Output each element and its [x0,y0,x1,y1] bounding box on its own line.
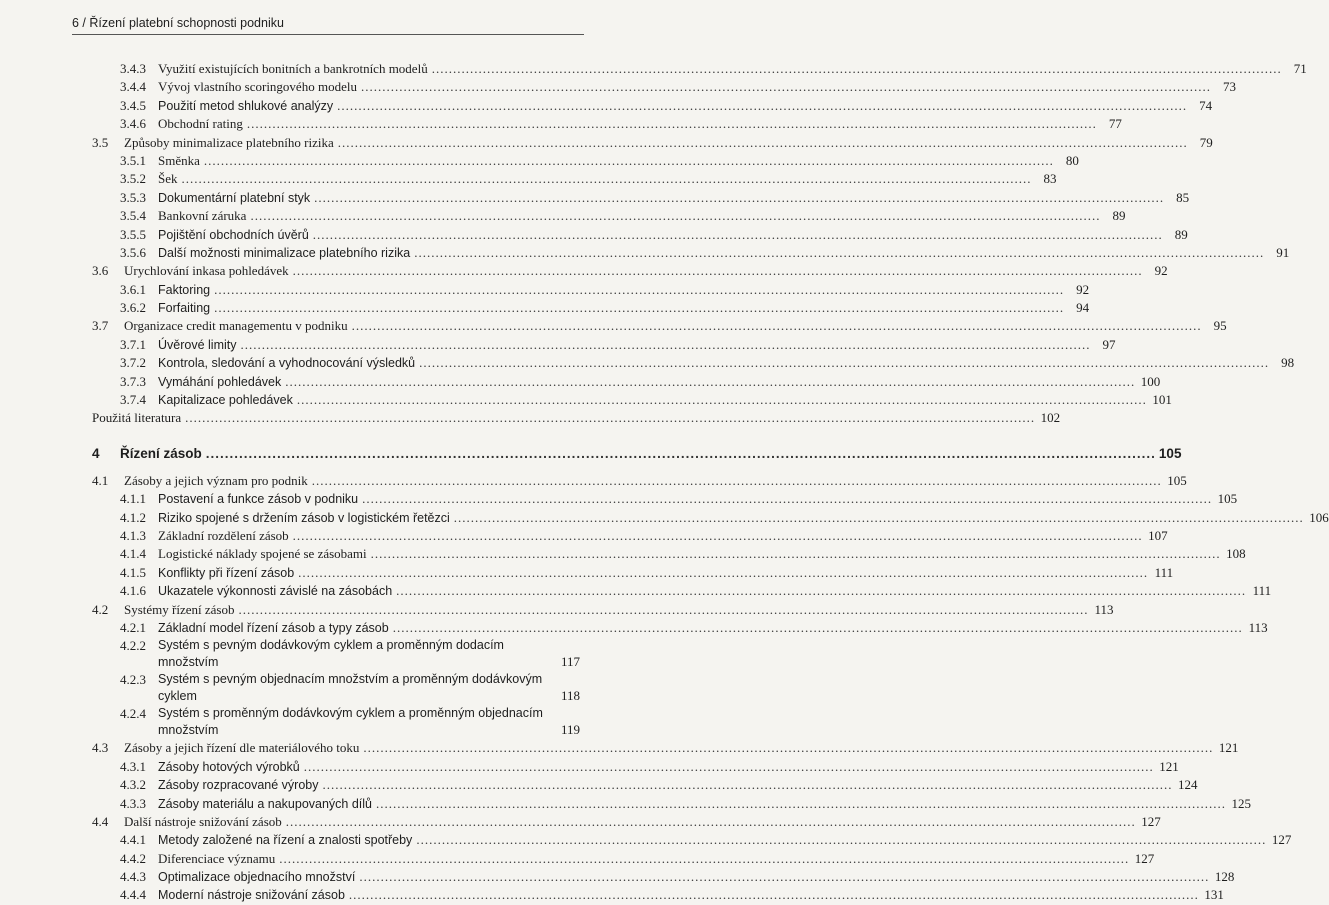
toc-entry-number: 3.7.2 [120,355,146,371]
toc-entry [0,601,1114,619]
toc-entry-number: 4.2.3 [120,672,146,688]
toc-entry-page: 106 [1309,509,1329,525]
toc-entry [0,472,1187,490]
toc-entry [0,527,1168,545]
toc-entry-page: 105 [1217,491,1238,507]
toc-entry [0,868,1235,886]
toc-entry-title: Vymáhání pohledávek [158,374,282,389]
toc-entry-page: 73 [1222,79,1236,95]
toc-entry-number: 4.3.1 [120,758,146,774]
dot-leader: ........................................................................................................................................................................................................ [285,373,1136,389]
toc-entry [0,354,1295,372]
toc-entry-number: 3.5.6 [120,244,146,260]
toc-entry-title: Řízení zásob [120,445,202,461]
toc-entry-number: 3.5.4 [120,208,146,224]
toc-entry-number: 3.5.3 [120,189,146,205]
toc-entry-number: 4.4.3 [120,869,146,885]
toc-entry-number: 4.1.2 [120,509,146,525]
toc-entry-title: Základní rozdělení zásob [158,527,289,543]
table-of-contents [0,60,1329,905]
toc-entry-number: 4 [92,445,100,461]
toc-entry-number: 4.2.2 [120,638,146,654]
toc-entry-number: 3.4.3 [120,61,146,76]
dot-leader: ........................................................................................................................................................................................................ [376,795,1227,811]
toc-entry-title: Moderní nástroje snižování zásob [158,888,345,903]
dot-leader: ........................................................................................................................................................................................................ [362,491,1213,507]
toc-entry-page: 113 [1248,619,1268,635]
dot-leader: ........................................................................................................................................................................................................ [181,171,1032,187]
toc-entry-title: Využití existujících bonitních a bankrotních modelů [158,61,428,76]
toc-entry-page: 128 [1214,869,1235,885]
toc-entry-page: 131 [1204,887,1224,903]
toc-entry [0,490,1238,508]
toc-entry [0,207,1126,225]
toc-entry-page: 92 [1076,281,1090,297]
toc-entry [0,134,1213,152]
toc-entry [0,281,1090,299]
toc-entry-page: 108 [1226,546,1246,562]
toc-entry [0,262,1168,280]
toc-entry-page: 89 [1112,208,1126,224]
toc-entry-page: 102 [1040,410,1061,426]
toc-entry [0,409,1061,427]
toc-entry-title: Systémy řízení zásob [124,601,235,617]
dot-leader: ........................................................................................................................................................................................................ [296,392,1147,408]
toc-entry [0,189,1190,207]
dot-leader: ........................................................................................................................................................................................................ [337,97,1188,113]
dot-leader: ........................................................................................................................................................................................................ [396,583,1247,599]
toc-entry [0,170,1057,188]
toc-entry [0,373,1161,391]
toc-entry [0,564,1174,582]
running-header-text: 6 / Řízení platební schopnosti podniku [72,16,284,30]
toc-entry-page: 125 [1231,795,1252,811]
dot-leader: ........................................................................................................................................................................................................ [203,152,1054,168]
dot-leader: ........................................................................................................................................................................................................ [431,61,1282,76]
toc-entry-title: Vývoj vlastního scoringového modelu [158,79,357,95]
toc-entry-number: 4.1.5 [120,564,146,580]
toc-entry-number: 3.5.5 [120,226,146,242]
toc-entry-title: Pojištění obchodních úvěrů [158,227,309,242]
toc-entry-number: 4.2.4 [120,706,146,722]
toc-entry-page: 113 [1094,601,1114,617]
toc-entry-number: 3.7.3 [120,373,146,389]
toc-entry [0,336,1116,354]
toc-entry-title: Zásoby a jejich řízení dle materiálového toku [124,740,360,756]
toc-entry [0,440,1182,468]
toc-entry-title: Metody založené na řízení a znalosti spotřeby [158,833,413,848]
toc-entry [0,299,1090,317]
dot-leader: ........................................................................................................................................................................................................ [298,564,1149,580]
toc-entry-number: 4.4.2 [120,850,146,866]
dot-leader: ........................................................................................................................................................................................................ [303,758,1154,774]
toc-entry [0,509,1329,527]
toc-entry-page: 89 [1174,226,1188,242]
dot-leader: ........................................................................................................................................................................................................ [348,887,1199,903]
toc-entry [0,776,1198,794]
toc-entry-title: Zásoby hotových výrobků [158,759,300,774]
toc-entry-number: 3.7.1 [120,336,146,352]
toc-entry-title: Systém s pevným dodávkovým cyklem a proměnným dodacím množstvím [158,638,504,670]
toc-entry [0,637,600,671]
dot-leader: ........................................................................................................................................................................................................ [414,244,1265,260]
toc-entry-page: 79 [1199,134,1213,150]
toc-entry-title: Forfaiting [158,301,211,316]
toc-entry [0,391,1172,409]
toc-entry [0,545,1246,563]
toc-entry-page: 118 [560,687,580,703]
dot-leader: ........................................................................................................................................................................................................ [292,527,1143,543]
toc-entry [0,795,1252,813]
dot-leader: ........................................................................................................................................................................................................ [453,509,1304,525]
toc-entry [0,317,1227,335]
toc-entry-number: 3.4.5 [120,97,146,113]
dot-leader: ........................................................................................................................................................................................................ [311,472,1162,488]
toc-entry [0,226,1188,244]
toc-entry-page: 71 [1293,61,1307,76]
toc-entry-title: Bankovní záruka [158,208,247,224]
toc-entry-number: 3.6.1 [120,281,146,297]
toc-entry-page: 83 [1043,171,1057,187]
running-header [72,16,584,35]
toc-entry-title: Zásoby a jejich význam pro podnik [124,472,308,488]
toc-entry-title: Konflikty při řízení zásob [158,565,295,580]
toc-entry-title: Kapitalizace pohledávek [158,393,293,408]
toc-entry-page: 127 [1141,813,1161,829]
dot-leader: ........................................................................................................................................................................................................ [419,355,1270,371]
toc-entry-title: Diferenciace významu [158,850,276,866]
dot-leader: ........................................................................................................................................................................................................ [312,226,1163,242]
toc-entry-page: 85 [1176,189,1190,205]
toc-entry-number: 3.7 [92,318,109,334]
toc-entry-page: 124 [1178,777,1198,793]
toc-entry [0,886,1224,904]
toc-entry-title: Šek [158,171,178,187]
toc-entry [0,619,1268,637]
toc-entry-title: Obchodní rating [158,116,243,132]
toc-entry-title: Kontrola, sledování a vyhodnocování výsledků [158,356,416,371]
toc-entry [0,758,1179,776]
toc-entry-page: 97 [1102,336,1116,352]
dot-leader: ........................................................................................................................................................................................................ [359,869,1210,885]
toc-entry [0,850,1155,868]
toc-entry-number: 4.4.1 [120,832,146,848]
toc-entry-page: 119 [560,721,580,737]
dot-leader: ........................................................................................................................................................................................................ [370,546,1221,562]
toc-entry-title: Další nástroje snižování zásob [124,813,282,829]
toc-entry [0,813,1161,831]
dot-leader: ........................................................................................................................................................................................................ [238,601,1089,617]
dot-leader: ........................................................................................................................................................................................................ [185,410,1036,426]
toc-entry [0,97,1213,115]
toc-entry-page: 95 [1213,318,1227,334]
dot-leader: ........................................................................................................................................................................................................ [292,263,1143,279]
toc-entry [0,582,1272,600]
toc-entry-page: 127 [1271,832,1292,848]
toc-entry-number: 4.3.3 [120,795,146,811]
dot-leader: ........................................................................................................................................................................................................ [314,189,1165,205]
dot-leader: ........................................................................................................................................................................................................ [392,619,1243,635]
toc-entry [0,152,1079,170]
toc-entry-title: Další možnosti minimalizace platebního rizika [158,245,411,260]
toc-entry-page: 127 [1134,850,1155,866]
toc-entry-page: 91 [1276,244,1290,260]
toc-entry-number: 3.7.4 [120,392,146,408]
toc-entry-title: Směnka [158,152,200,168]
dot-leader: ........................................................................................................................................................................................................ [250,208,1101,224]
toc-entry-title: Faktoring [158,282,211,297]
toc-entry-number: 4.1.1 [120,491,146,507]
dot-leader: ........................................................................................................................................................................................................ [279,850,1130,866]
dot-leader: ........................................................................................................................................................................................................ [337,134,1188,150]
toc-entry-page: 77 [1108,116,1122,132]
toc-entry-page: 105 [1167,472,1187,488]
dot-leader: ........................................................................................................................................................................................................ [205,445,1156,461]
toc-entry-number: 4.1.4 [120,546,146,562]
toc-entry-page: 98 [1281,355,1295,371]
toc-entry-number: 4.3.2 [120,777,146,793]
toc-entry-title: Optimalizace objednacího množství [158,870,356,885]
toc-entry [0,739,1239,757]
dot-leader: ........................................................................................................................................................................................................ [285,813,1136,829]
toc-entry-title: Zásoby materiálu a nakupovaných dílů [158,796,373,811]
toc-entry-number: 3.6 [92,263,109,279]
toc-entry-page: 74 [1199,97,1213,113]
toc-entry-number: 4.3 [92,740,109,756]
toc-entry-title: Urychlování inkasa pohledávek [124,263,289,279]
toc-entry-page: 94 [1076,300,1090,316]
toc-entry-number: 4.1.3 [120,527,146,543]
toc-entry-title: Způsoby minimalizace platebního rizika [124,134,334,150]
toc-entry-title: Logistické náklady spojené se zásobami [158,546,367,562]
dot-leader: ........................................................................................................................................................................................................ [363,740,1214,756]
toc-entry-page: 100 [1140,373,1161,389]
toc-entry-number: 4.2.1 [120,619,146,635]
toc-entry-page: 111 [1154,564,1174,580]
toc-entry-title: Systém s pevným objednacím množstvím a proměnným dodávkovým cyklem [158,672,543,704]
toc-entry-title: Organizace credit managementu v podniku [124,318,348,334]
toc-entry-number: 3.4.6 [120,116,146,132]
toc-entry-number: 4.2 [92,601,109,617]
toc-entry-number: 3.4.4 [120,79,146,95]
toc-entry-page: 92 [1154,263,1168,279]
toc-entry-page: 80 [1065,152,1079,168]
toc-entry-number: 4.1.6 [120,583,146,599]
toc-entry [0,60,1307,78]
toc-entry-page: 117 [560,653,580,669]
toc-entry-number: 3.5.1 [120,152,146,168]
toc-entry-title: Systém s proměnným dodávkovým cyklem a proměnným objednacím množstvím [158,706,543,738]
toc-entry-number: 3.5 [92,134,109,150]
toc-entry-title: Základní model řízení zásob a typy zásob [158,620,389,635]
toc-entry-title: Použitá literatura [92,410,182,426]
dot-leader: ........................................................................................................................................................................................................ [246,116,1097,132]
toc-entry-number: 3.5.2 [120,171,146,187]
toc-entry [0,705,600,739]
dot-leader: ........................................................................................................................................................................................................ [214,300,1065,316]
toc-entry [0,831,1292,849]
toc-entry-page: 105 [1158,445,1182,461]
toc-entry-number: 4.4 [92,813,109,829]
toc-entry-page: 101 [1152,392,1172,408]
toc-entry-title: Postavení a funkce zásob v podniku [158,492,359,507]
toc-entry-title: Úvěrové limity [158,337,237,352]
dot-leader: ........................................................................................................................................................................................................ [351,318,1202,334]
toc-entry-title: Dokumentární platební styk [158,190,311,205]
toc-entry-number: 4.4.4 [120,887,146,903]
dot-leader: ........................................................................................................................................................................................................ [360,79,1211,95]
toc-entry [0,78,1236,96]
toc-entry-title: Zásoby rozpracované výroby [158,778,319,793]
toc-entry-title: Riziko spojené s držením zásob v logistickém řetězci [158,510,450,525]
toc-entry [0,671,600,705]
toc-entry-number: 3.6.2 [120,300,146,316]
toc-entry-page: 111 [1252,583,1272,599]
toc-entry-page: 121 [1218,740,1239,756]
toc-entry-page: 121 [1159,758,1179,774]
toc-entry-title: Použití metod shlukové analýzy [158,98,334,113]
toc-entry-title: Ukazatele výkonnosti závislé na zásobách [158,584,393,599]
toc-entry [0,244,1290,262]
dot-leader: ........................................................................................................................................................................................................ [214,281,1065,297]
toc-entry [0,115,1122,133]
dot-leader: ........................................................................................................................................................................................................ [240,336,1091,352]
toc-entry-number: 4.1 [92,472,109,488]
dot-leader: ........................................................................................................................................................................................................ [322,777,1173,793]
toc-entry-page: 107 [1148,527,1168,543]
dot-leader: ........................................................................................................................................................................................................ [416,832,1267,848]
